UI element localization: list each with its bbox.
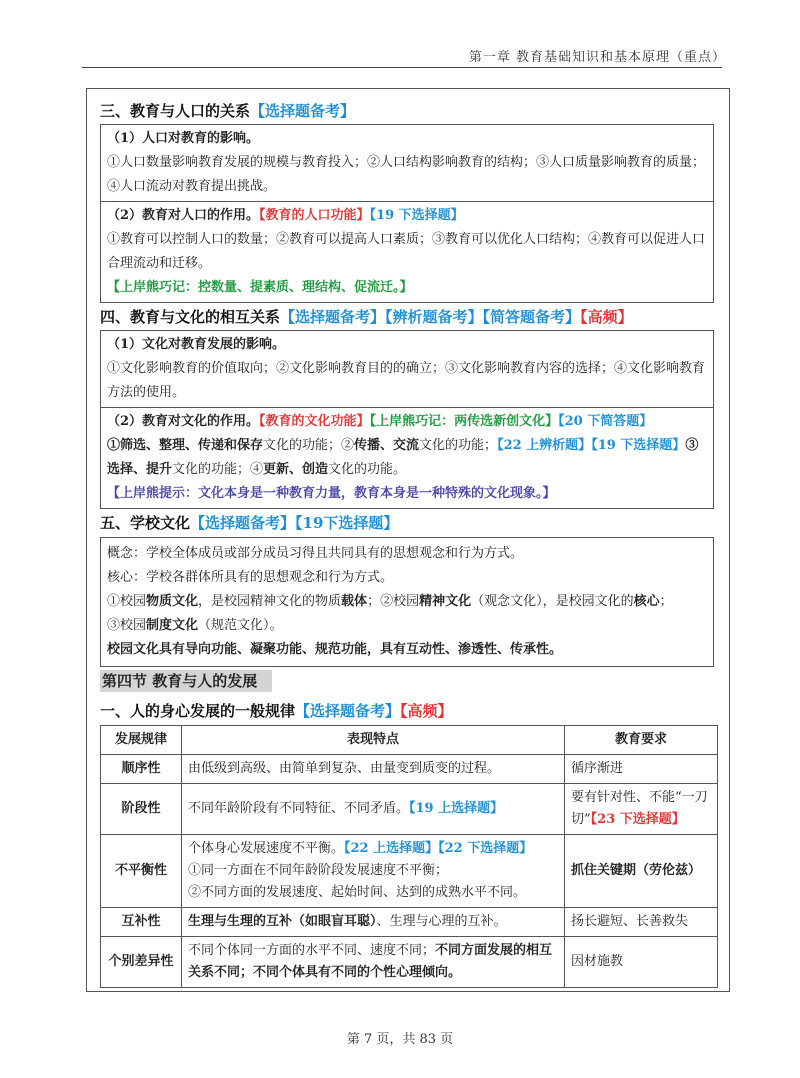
law-title: 一、人的身心发展的一般规律 — [100, 702, 296, 720]
law-name: 互补性 — [101, 908, 182, 937]
s5-line2 — [107, 614, 707, 638]
p2-title: （2）教育对人口的作用。 — [107, 208, 260, 223]
s4-p2-tag4: 【22 上辨析题】 — [497, 438, 592, 453]
law-feature — [182, 835, 565, 908]
l1b: 文化的功能；② — [263, 438, 355, 453]
law-name: 阶段性 — [101, 784, 182, 835]
l2c: 更新、创造 — [263, 462, 329, 477]
section-5-heading — [100, 512, 398, 533]
p2-text: ①教育可以控制人口的数量；②教育可以提高人口素质；③教育可以优化人口结构；④教育可以促进人口合理流动和迁移。 — [107, 232, 706, 271]
r2-req: 要有针对性、不能“一刀切” — [571, 790, 708, 827]
l2a: ③选择、提升 — [107, 438, 699, 477]
s5-tag1: 【选择题备考】 — [190, 514, 296, 532]
s4-p2-text — [107, 434, 707, 482]
table-row — [101, 937, 718, 988]
l1a: ①筛选、整理、传递和保存 — [107, 438, 264, 453]
s4-p1-title: （1）文化对教育发展的影响。 — [107, 337, 286, 352]
r2-text: 不同年龄阶段有不同特征、不同矛盾。 — [188, 801, 410, 816]
s4-p1-text: ①文化影响教育的价值取向；②文化影响教育目的的确立；③文化影响教育内容的选择；④文化影响教育方法的使用。 — [107, 361, 706, 400]
population-on-education — [101, 125, 713, 201]
r4-vb: 、生理与心理的互补。 — [376, 914, 507, 929]
header-law: 发展规律 — [101, 726, 182, 755]
p2-memo: 【上岸熊巧记：控数量、提素质、理结构、促流迁。】 — [107, 280, 413, 295]
s5-summary: 校园文化具有导向功能、凝聚功能、规范功能，具有互动性、渗透性、传承性。 — [107, 642, 563, 657]
r4-va: 生理与生理的互补（如眼盲耳聪） — [188, 914, 377, 929]
table-row — [101, 835, 718, 908]
law-requirement: 因材施教 — [565, 937, 718, 988]
law-name: 不平衡性 — [101, 835, 182, 908]
s5-l1b: 物质文化 — [146, 594, 199, 609]
s4-p2-title-line — [107, 410, 707, 434]
s5-l2a: ③校园 — [107, 618, 147, 633]
s4-tag4: 【高频】 — [580, 308, 633, 326]
table-row — [101, 755, 718, 784]
s5-tag2: 【19下选择题】 — [295, 514, 399, 532]
s5-l1f: 精神文化 — [419, 594, 472, 609]
law-name: 顺序性 — [101, 755, 182, 784]
s5-line1 — [107, 590, 707, 614]
law-feature — [182, 908, 565, 937]
section-4-title: 四、教育与文化的相互关系 — [100, 308, 281, 326]
r2-tag: 【19 上选择题】 — [409, 801, 504, 816]
law-requirement — [565, 784, 718, 835]
law-feature — [182, 937, 565, 988]
law-name: 个别差异性 — [101, 937, 182, 988]
table-row — [101, 784, 718, 835]
l2d: 文化的功能。 — [328, 462, 407, 477]
section-5-title: 五、学校文化 — [100, 514, 191, 532]
section-4-heading — [100, 306, 633, 327]
law-tag1: 【选择题备考】 — [295, 702, 401, 720]
r3-line2: ①同一方面在不同年龄阶段发展速度不平衡； — [188, 863, 449, 878]
s5-l1a: ①校园 — [107, 594, 147, 609]
p2-tag-exam: 【19 下选择题】 — [369, 208, 464, 223]
r2-reqtag: 【23 下选择题】 — [590, 812, 685, 827]
header-rule — [82, 67, 722, 68]
law-requirement: 抓住关键期（劳伦兹） — [565, 835, 718, 908]
s4-p2-title: （2）教育对文化的作用。 — [107, 414, 260, 429]
s4-p2-tag1: 【教育的文化功能】 — [259, 414, 370, 429]
s5-l1c: ，是校园精神文化的物质 — [198, 594, 342, 609]
s4-tag3: 【简答题备考】 — [482, 308, 581, 326]
p1-text: ①人口数量影响教育发展的规模与教育投入；②人口结构影响教育的结构；③人口质量影响教育的质量；④人口流动对教育提出挑战。 — [107, 155, 706, 194]
p2-title-line — [107, 204, 707, 228]
l1d: 文化的功能； — [419, 438, 498, 453]
s5-l1e: ；②校园 — [367, 594, 420, 609]
header-requirement: 教育要求 — [565, 726, 718, 755]
education-on-population — [101, 201, 713, 302]
law-tag2: 【高频】 — [400, 702, 453, 720]
r3-v1: 个体身心发展速度不平衡。 — [188, 841, 345, 856]
s5-l1d: 载体 — [341, 594, 368, 609]
s5-l1i: ； — [659, 594, 673, 609]
s4-p2-tag5: 【19 下选择题】 — [591, 438, 686, 453]
s4-tag2: 【辨析题备考】 — [385, 308, 483, 326]
section-5-box — [100, 537, 714, 667]
s5-l1h: 核心 — [633, 594, 660, 609]
page-header: 第一章 教育基础知识和基本原理（重点） — [468, 50, 726, 65]
s5-core: 核心：学校各群体所具有的思想观念和行为方式。 — [107, 570, 394, 585]
law-feature — [182, 784, 565, 835]
header-feature: 表现特点 — [182, 726, 565, 755]
s4-p2-tag3: 【20 下简答题】 — [558, 414, 653, 429]
education-on-culture — [101, 407, 713, 508]
s4-tag1: 【选择题备考】 — [280, 308, 386, 326]
r3-tag1: 【22 上选择题】 — [344, 841, 439, 856]
page-footer: 第 7 页，共 83 页 — [346, 1032, 454, 1047]
section-4-box — [100, 330, 714, 509]
development-law-table — [100, 725, 718, 988]
r5-va: 不同个体同一方面的水平不同、速度不同； — [188, 943, 436, 958]
table-row — [101, 908, 718, 937]
school-culture-content — [101, 538, 713, 666]
s5-concept: 概念：学校全体成员或部分成员习得且共同具有的思想观念和行为方式。 — [107, 546, 524, 561]
l2b: 文化的功能；④ — [172, 462, 264, 477]
law-requirement: 扬长避短、长善救失 — [565, 908, 718, 937]
s5-l2c: （规范文化）。 — [198, 618, 283, 633]
culture-on-education — [101, 331, 713, 407]
l1c: 传播、交流 — [354, 438, 420, 453]
section-3-box — [100, 124, 714, 303]
section-3-title: 三、教育与人口的关系 — [100, 102, 251, 120]
r3-line1 — [188, 838, 558, 860]
r3-tag2: 【22 下选择题】 — [438, 841, 533, 856]
law-requirement: 循序渐进 — [565, 755, 718, 784]
section-4-chapter-heading: 第四节 教育与人的发展 — [100, 670, 272, 692]
p2-tag-function: 【教育的人口功能】 — [259, 208, 370, 223]
r5-vb: 不同方面发展的相互关系不同；不同个体具有不同的个性心理倾向。 — [188, 943, 553, 980]
law-heading — [100, 700, 453, 721]
law-feature: 由低级到高级、由简单到复杂、由量变到质变的过程。 — [182, 755, 565, 784]
s5-l1g: （观念文化），是校园文化的 — [471, 594, 634, 609]
p1-title: （1）人口对教育的影响。 — [107, 131, 260, 146]
table-header-row — [101, 726, 718, 755]
s4-p2-tag2: 【上岸熊巧记：两传选新创文化】 — [369, 414, 559, 429]
section-3-tag: 【选择题备考】 — [250, 102, 356, 120]
s4-p2-note: 【上岸熊提示：文化本身是一种教育力量，教育本身是一种特殊的文化现象。】 — [107, 486, 556, 501]
r3-line3: ②不同方面的发展速度、起始时间、达到的成熟水平不同。 — [188, 885, 527, 900]
s5-l2b: 制度文化 — [146, 618, 199, 633]
section-3-heading — [100, 100, 355, 121]
